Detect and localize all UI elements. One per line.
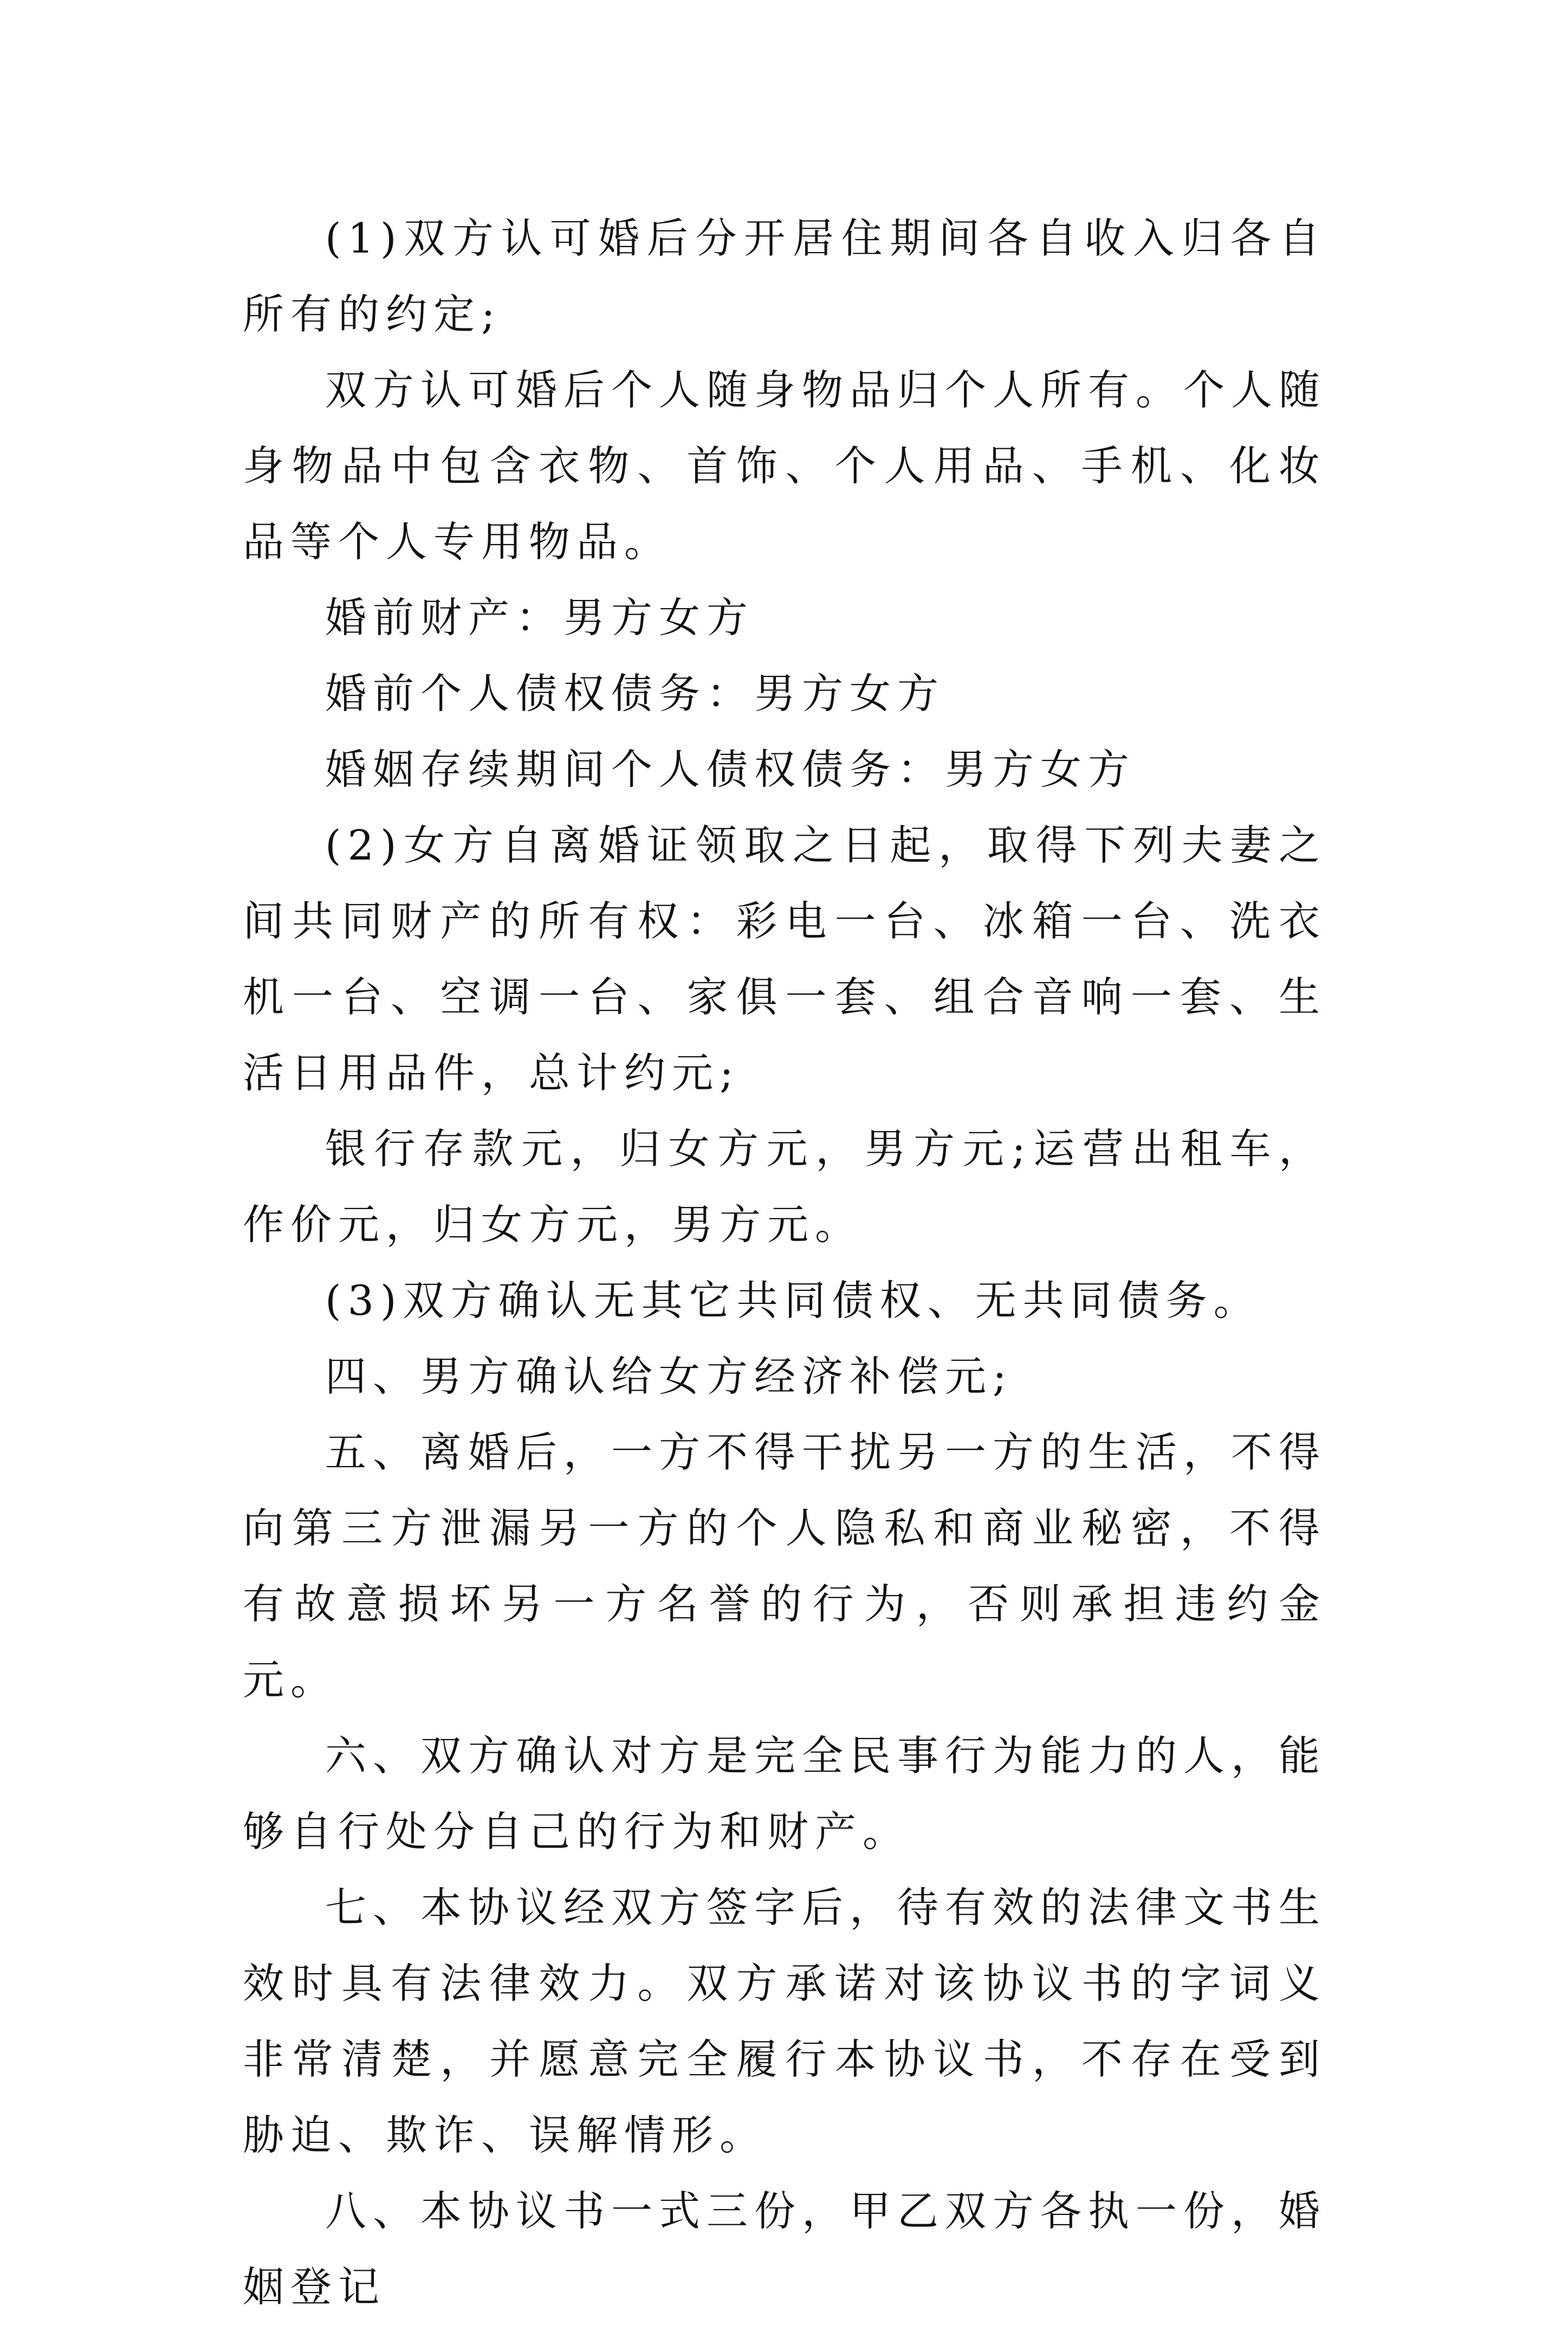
paragraph-12: 七、本协议经双方签字后，待有效的法律文书生效时具有法律效力。双方承诺对该协议书的字词义非常清楚，并愿意完全履行本协议书，不存在受到胁迫、欺诈、误解情形。	[243, 1883, 1326, 2159]
document-page	[243, 201, 1326, 2325]
paragraph-2: 双方认可婚后个人随身物品归个人所有。个人随身物品中包含衣物、首饰、个人用品、手机、化妆品等个人专用物品。	[243, 366, 1326, 566]
paragraph-9: 四、男方确认给女方经济补偿元;	[325, 1352, 1013, 1400]
paragraph-5: 婚姻存续期间个人债权债务：男方女方	[325, 745, 1136, 793]
paragraph-8: (3)双方确认无其它共同债权、无共同债务。	[325, 1276, 1261, 1325]
paragraph-13: 八、本协议书一式三份，甲乙双方各执一份，婚姻登记	[243, 2187, 1326, 2311]
paragraph-11: 六、双方确认对方是完全民事行为能力的人，能够自行处分自己的行为和财产。	[243, 1732, 1326, 1856]
paragraph-10: 五、离婚后，一方不得干扰另一方的生活，不得向第三方泄漏另一方的个人隐私和商业秘密，不得有故意损坏另一方名誉的行为，否则承担违约金元。	[243, 1428, 1326, 1704]
paragraph-1: (1)双方认可婚后分开居住期间各自收入归各自所有的约定;	[243, 214, 1326, 338]
paragraph-4: 婚前个人债权债务：男方女方	[325, 669, 945, 718]
paragraph-7: 银行存款元，归女方元，男方元;运营出租车，作价元，归女方元，男方元。	[243, 1125, 1326, 1249]
paragraph-6: (2)女方自离婚证领取之日起，取得下列夫妻之间共同财产的所有权：彩电一台、冰箱一台、洗衣机一台、空调一台、家俱一套、组合音响一套、生活日用品件，总计约元;	[243, 821, 1326, 1097]
paragraph-3: 婚前财产：男方女方	[325, 593, 754, 642]
